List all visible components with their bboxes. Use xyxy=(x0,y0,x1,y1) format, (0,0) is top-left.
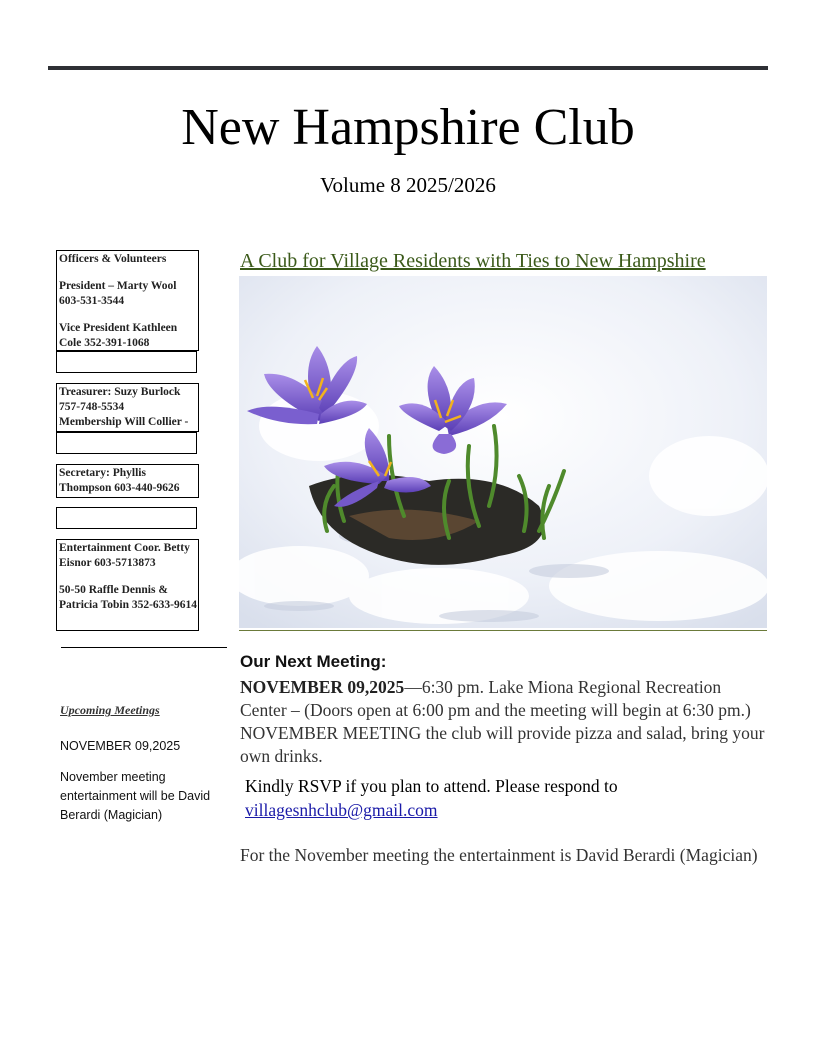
vice-president-entry: Vice President Kathleen Cole 352-391-1068 xyxy=(59,322,178,349)
officers-box xyxy=(56,250,199,351)
treasurer-box xyxy=(56,383,199,432)
president-entry: President – Marty Wool 603-531-3544 xyxy=(59,280,177,307)
raffle-entry: 50-50 Raffle Dennis & Patricia Tobin 352-633-9614 xyxy=(59,584,198,611)
entertainment-box xyxy=(56,539,199,631)
entertainment-entry: Entertainment Coor. Betty Eisnor 603-5713873 xyxy=(59,542,190,569)
sidebar-divider xyxy=(61,647,227,648)
crocus-snow-photo xyxy=(239,276,767,628)
rsvp-text: Kindly RSVP if you plan to attend. Please respond to xyxy=(245,776,618,796)
empty-box xyxy=(56,432,197,454)
membership-entry: Membership Will Collier - xyxy=(59,416,189,428)
treasurer-entry: Treasurer: Suzy Burlock 757-748-5534 xyxy=(59,386,181,413)
secretary-box xyxy=(56,464,199,498)
meeting-date: NOVEMBER 09,2025 xyxy=(240,677,405,697)
empty-box xyxy=(56,351,197,373)
top-rule xyxy=(48,66,768,70)
officers-heading: Officers & Volunteers xyxy=(59,253,167,265)
secretary-entry: Secretary: Phyllis Thompson 603-440-9626 xyxy=(59,467,180,494)
empty-box xyxy=(56,507,197,529)
club-tagline: A Club for Village Residents with Ties to New Hampshire xyxy=(240,250,706,272)
volume-subtitle: Volume 8 2025/2026 xyxy=(320,173,496,197)
rsvp-email-link[interactable]: villagesnhclub@gmail.com xyxy=(245,800,438,820)
rsvp-paragraph xyxy=(245,774,765,822)
page-title: New Hampshire Club xyxy=(181,99,635,156)
upcoming-date: NOVEMBER 09,2025 xyxy=(60,739,181,753)
upcoming-note: November meeting entertainment will be David Berardi (Magician) xyxy=(60,770,211,822)
photo-underline xyxy=(239,630,767,631)
meeting-details xyxy=(240,676,770,768)
upcoming-meetings-heading: Upcoming Meetings xyxy=(60,703,160,717)
entertainment-note: For the November meeting the entertainment is David Berardi (Magician) xyxy=(240,845,758,865)
next-meeting-heading: Our Next Meeting: xyxy=(240,652,387,671)
meeting-details-text: —6:30 pm. Lake Miona Regional Recreation Center – (Doors open at 6:00 pm and the meeting will begin at 6:30 pm.) NOVEMBER MEETING the club will provide pizza and salad, bring your own drinks. xyxy=(240,677,765,766)
